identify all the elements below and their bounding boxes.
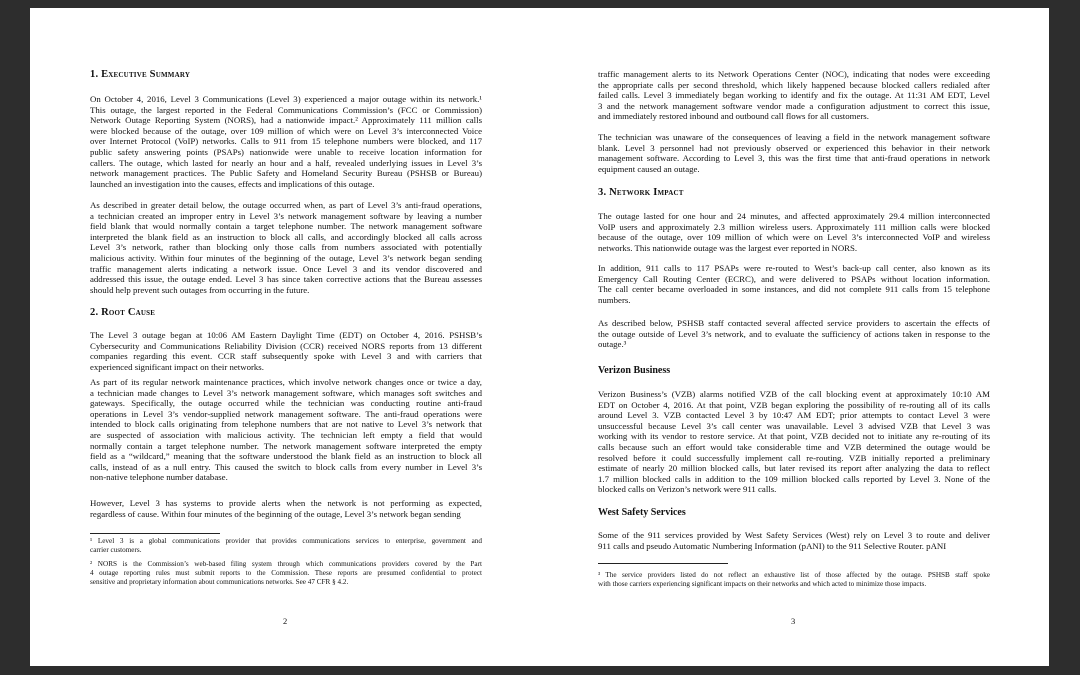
text-line: EDT on October 4, 2016. At that point, VZB began exploring the possibility of re-routing all of its calls xyxy=(598,399,990,410)
text-line: gateways. Specifically, the outage occurred while the technician was conducting routine anti-fraud xyxy=(90,398,482,409)
text-line: 4 outage reporting rules must submit reports to the Commission. These reports are presumed confidential to protect xyxy=(90,569,482,578)
text-line: calls, instead of as a null entry. This caused the switch to block calls from every number in Level 3’s xyxy=(90,461,482,472)
page-number: 3 xyxy=(791,616,796,626)
text-line: unsuccessful because Level 3’s call center was unavailable. Level 3 advised VZB that Level 3 was xyxy=(598,420,990,431)
text-line: field as a “wildcard,” meaning that the software understood the blank field as an instruction to block all xyxy=(90,451,482,462)
text-line: Network Outage Reporting System (NORS), had a nationwide impact.² Approximately 111 million calls xyxy=(90,115,482,126)
page-number: 2 xyxy=(283,616,288,626)
heading-west-safety-services: West Safety Services xyxy=(598,507,686,518)
text-line: normally contain a target telephone number. The network management software interpreted the empty xyxy=(90,440,482,451)
text-line: This outage, the largest reported in the Federal Communications Commission’s (FCC or Commission) xyxy=(90,104,482,115)
text-line: 1.7 million blocked calls in addition to the 109 million blocked calls reported by Level 3. None of the xyxy=(598,473,990,484)
footnote-divider xyxy=(598,563,728,564)
text-line: As part of its regular network maintenance practices, which involve network changes once or twice a day, xyxy=(90,377,482,387)
text-line: outage.³ xyxy=(598,339,627,350)
text-line: 3 and the network management software vendor made a configuration adjustment to correct this issue, xyxy=(598,100,990,111)
text-line: non-native telephone number database. xyxy=(90,472,228,483)
text-line: blank. Level 3 personnel had not previously observed or experienced this behavior in their network xyxy=(598,142,990,153)
heading-executive-summary: 1. Executive Summary xyxy=(90,69,191,80)
paragraph xyxy=(90,330,482,372)
paragraph xyxy=(90,94,482,189)
paragraph xyxy=(90,377,482,483)
footnote-2 xyxy=(90,560,482,588)
paragraph xyxy=(90,200,482,295)
text-line: over Internet Protocol (VoIP) networks. Calls to 911 from 15 telephone numbers were blocked, and 117 xyxy=(90,136,482,147)
text-line: with those carriers experiencing significant impacts on their networks and which acted to minimize those impacts. xyxy=(598,580,927,589)
paragraph xyxy=(598,530,990,551)
text-line: As described below, PSHSB staff contacted several affected service providers to ascertain the effects of xyxy=(598,318,990,328)
text-line: sensitive and proprietary information about communications networks. See 47 CFR § 4.2. xyxy=(90,578,349,587)
text-line: In addition, 911 calls to 117 PSAPs were re-routed to West’s back-up call center, also known as its xyxy=(598,263,990,273)
paragraph xyxy=(598,211,990,253)
text-line: However, Level 3 has systems to provide alerts when the network is not performing as expected, xyxy=(90,498,482,508)
text-line: operations in Level 3’s vendor-supplied network management software. The anti-fraud operations were xyxy=(90,408,482,419)
text-line: On October 4, 2016, Level 3 Communications (Level 3) experienced a major outage within its network.¹ xyxy=(90,94,482,104)
text-line: Emergency Call Routing Center (ECRC), and were delivered to PSAPs without location information. xyxy=(598,273,990,284)
footnote-1 xyxy=(90,537,482,555)
text-line: field blank that would normally contain a target telephone number. The network management software xyxy=(90,221,482,232)
text-line: a technician created an improper entry in Level 3’s network management software by leaving a number xyxy=(90,210,482,221)
text-line: The technician was unaware of the consequences of leaving a field in the network management software xyxy=(598,132,990,142)
text-line: interpreted the blank field as an instruction to block all calls, and accordingly blocked all calls across xyxy=(90,231,482,242)
text-line: callers. The outage, which lasted for nearly an hour and a half, revealed underlying issues in Level 3’s xyxy=(90,157,482,168)
paragraph xyxy=(598,69,990,122)
text-line: public safety answering points (PSAPs) nationwide were unable to receive location information for xyxy=(90,146,482,157)
text-line: Level 3’s network, rather than blocking only those calls from numbers associated with potentially xyxy=(90,242,482,253)
text-line: carrier customers. xyxy=(90,546,142,555)
text-line: equipment caused an outage. xyxy=(598,163,700,174)
text-line: 911 calls and pseudo Automatic Numbering Information (pANI) to the 911 Selective Router. pANI xyxy=(598,540,947,551)
text-line: estimate of nearly 20 million blocked calls, but later revised its report after analyzing the data to reflect xyxy=(598,463,990,474)
text-line: Verizon Business’s (VZB) alarms notified VZB of the call blocking event at approximately 10:10 AM xyxy=(598,389,990,399)
text-line: ² NORS is the Commission’s web-based filing system through which communications providers covered by the Part xyxy=(90,560,482,568)
text-line: malicious activity. Within four minutes of the beginning of the outage, Level 3’s network began sending xyxy=(90,252,482,263)
paragraph xyxy=(598,318,990,350)
text-line: are suspected of association with malicious activity. The technician left empty a field that would xyxy=(90,429,482,440)
text-line: The Level 3 outage began at 10:06 AM Eastern Daylight Time (EDT) on October 4, 2016. PSHSB’s xyxy=(90,330,482,340)
text-line: a technician made changes to Level 3’s network management software, which manages soft switches and xyxy=(90,387,482,398)
text-line: should help prevent such outages from occurring in the future. xyxy=(90,284,310,295)
paragraph xyxy=(598,389,990,495)
text-line: were blocked because of the outage, over 109 million of which were on Level 3’s interconnected Voice xyxy=(90,125,482,136)
footnote-3 xyxy=(598,571,990,589)
paragraph xyxy=(598,263,990,305)
text-line: networks. This nationwide outage was the largest ever reported in NORS. xyxy=(598,242,858,253)
text-line: the outage outside of Level 3’s network, and to evaluate the sufficiency of actions taken in response to the xyxy=(598,328,990,339)
heading-network-impact: 3. Network Impact xyxy=(598,187,684,198)
text-line: traffic management alerts indicating a network issue. Once Level 3 and its vendor discovered and xyxy=(90,263,482,274)
paragraph xyxy=(90,498,482,519)
text-line: and immediately restored inbound and outbound call flows for all customers. xyxy=(598,111,869,122)
text-line: around Level 3. VZB contacted Level 3 by 10:47 AM EDT; prior attempts to contact Level 3 were xyxy=(598,410,990,421)
text-line: As described in greater detail below, the outage occurred when, as part of Level 3’s anti-fraud operations, xyxy=(90,200,482,210)
text-line: the appropriate calls per second threshold, which likely happened because blocked callers redialed after xyxy=(598,79,990,90)
text-line: Cybersecurity and Communications Reliability Division (CCR) received NORS reports from 13 different xyxy=(90,340,482,351)
text-line: because of the outage, over 109 million of which were on Level 3’s interconnected VoIP and wireless xyxy=(598,232,990,243)
text-line: companies regarding this event. CCR staff subsequently spoke with Level 3 and with carriers that xyxy=(90,351,482,362)
document-spread xyxy=(30,8,1049,666)
text-line: The outage lasted for one hour and 24 minutes, and affected approximately 29.4 million interconnected xyxy=(598,211,990,221)
text-line: numbers. xyxy=(598,294,631,305)
text-line: launched an investigation into the causes, effects and implications of this outage. xyxy=(90,178,375,189)
paragraph xyxy=(598,132,990,174)
text-line: intended to block calls originating from telephone numbers that are not native to Level 3’s network that xyxy=(90,419,482,430)
text-line: working with its vendor to restore service. At that point, VZB decided not to initiate any re-routing of its xyxy=(598,431,990,442)
text-line: ¹ Level 3 is a global communications provider that provides communications services to enterprise, government and xyxy=(90,537,482,545)
text-line: management software. According to Level 3, this was the first time that anti-fraud operations in network xyxy=(598,153,990,164)
heading-root-cause: 2. Root Cause xyxy=(90,307,156,318)
text-line: traffic management alerts to its Network Operations Center (NOC), indicating that nodes were exceeding xyxy=(598,69,990,79)
text-line: Some of the 911 services provided by West Safety Services (West) rely on Level 3 to route and deliver xyxy=(598,530,990,540)
text-line: addressed this issue, the outage ended. Level 3 has since taken corrective actions that the Bureau assesses xyxy=(90,274,482,285)
footnote-divider xyxy=(90,533,220,534)
text-line: calls because such an effort would take considerable time and VZB determined the outage would be xyxy=(598,441,990,452)
text-line: ³ The service providers listed do not reflect an exhaustive list of those affected by the outage. PSHSB staff spoke xyxy=(598,571,990,579)
text-line: blocked calls on Verizon’s network were 911 calls. xyxy=(598,484,777,495)
text-line: network management practices. The Public Safety and Homeland Security Bureau (PSHSB or Bureau) xyxy=(90,168,482,179)
text-line: regardless of cause. Within four minutes of the beginning of the outage, Level 3’s network began sending xyxy=(90,508,461,519)
text-line: The call center became overloaded in some instances, and did not complete 911 calls from 15 telephone xyxy=(598,284,990,295)
text-line: experienced significant impact on their networks. xyxy=(90,361,264,372)
text-line: resolved before it could successfully implement call re-routing. VZB initially reported a preliminary xyxy=(598,452,990,463)
heading-verizon-business: Verizon Business xyxy=(598,365,671,376)
text-line: failed calls. Level 3 immediately began working to identify and fix the outage. At 11:31 AM EDT, Level xyxy=(598,90,990,101)
text-line: VoIP users and approximately 2.3 million wireless users. Approximately 111 million calls were blocked xyxy=(598,221,990,232)
